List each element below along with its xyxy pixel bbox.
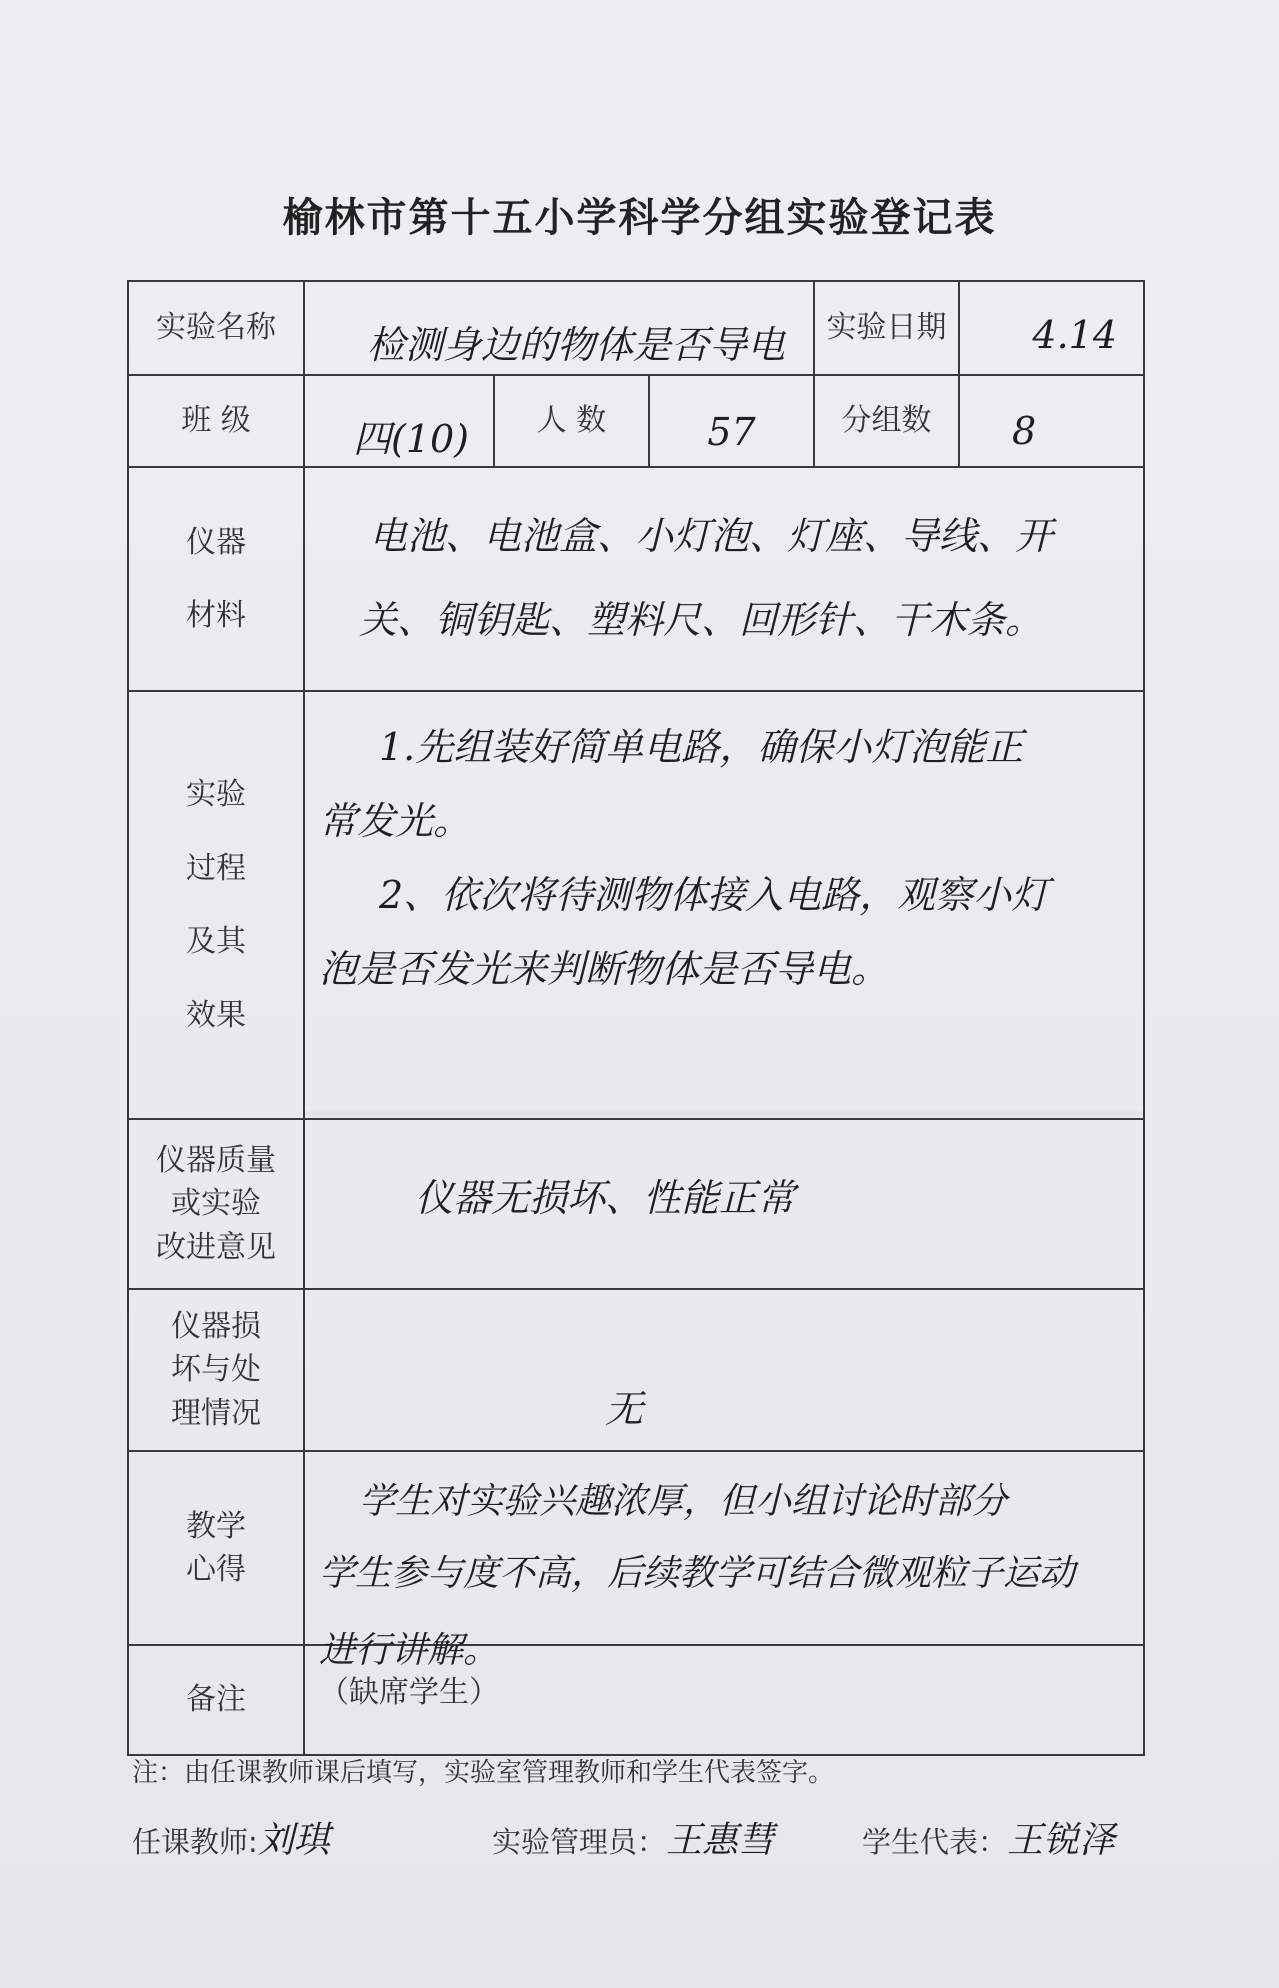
admin-label: 实验管理员：	[492, 1825, 667, 1859]
table-row-process	[128, 691, 1144, 1119]
materials-label	[128, 467, 304, 691]
reflection-line: 学生参与度不高，后续教学可结合微观粒子运动	[319, 1553, 1076, 1594]
group-count-label: 分组数	[814, 375, 959, 467]
registration-table	[127, 280, 1145, 1756]
experiment-date-value: 4.14	[959, 281, 1144, 375]
materials-line: 电池、电池盒、小灯泡、灯座、导线、开	[369, 514, 1054, 559]
materials-label-line: 仪器	[186, 524, 246, 560]
student-rep-signature-value: 王锐泽	[1007, 1820, 1116, 1861]
table-row-name	[128, 281, 1144, 375]
process-label-line: 实验	[186, 777, 246, 812]
student-rep-label: 学生代表：	[862, 1825, 1008, 1859]
group-count-value: 8	[959, 375, 1144, 467]
damage-label-line: 坏与处	[171, 1352, 261, 1388]
quality-label	[128, 1119, 304, 1289]
process-label	[128, 691, 304, 1119]
table-row-class	[128, 375, 1144, 467]
materials-value	[304, 467, 1144, 691]
reflection-label-line: 心得	[186, 1552, 246, 1587]
experiment-name-value: 检测身边的物体是否导电	[304, 281, 814, 375]
table-row-remarks	[128, 1645, 1144, 1755]
table-row-materials	[128, 467, 1144, 691]
damage-label-line: 理情况	[171, 1395, 261, 1431]
quality-label-line: 仪器质量	[156, 1142, 276, 1178]
student-count-value: 57	[649, 375, 814, 467]
damage-value: 无	[304, 1289, 1144, 1451]
admin-signature-value: 王惠彗	[666, 1820, 775, 1861]
reflection-value	[304, 1451, 1144, 1645]
reflection-line: 学生对实验兴趣浓厚，但小组讨论时部分	[359, 1481, 1008, 1522]
damage-label	[128, 1289, 304, 1451]
class-value: 四(10)	[304, 375, 494, 467]
quality-label-line: 或实验	[171, 1186, 261, 1222]
process-label-line: 过程	[186, 850, 246, 886]
class-label: 班 级	[128, 375, 304, 467]
teacher-signature-value: 刘琪	[257, 1820, 330, 1861]
experiment-name-label: 实验名称	[128, 281, 304, 375]
reflection-line: 进行讲解。	[319, 1630, 500, 1671]
student-rep-signature	[862, 1812, 1115, 1863]
remarks-label: 备注	[128, 1645, 304, 1755]
quality-label-line: 改进意见	[156, 1229, 276, 1265]
absent-students-value: （缺席学生）	[319, 1675, 499, 1710]
remarks-value	[304, 1630, 1144, 1755]
experiment-date-label: 实验日期	[814, 281, 959, 375]
process-label-line: 效果	[186, 997, 246, 1033]
table-row-quality	[128, 1119, 1144, 1289]
process-line: 1.先组装好简单电路，确保小灯泡能正	[379, 725, 1024, 769]
student-count-label: 人 数	[494, 375, 649, 467]
process-value	[304, 691, 1144, 1119]
table-row-damage	[128, 1289, 1144, 1451]
materials-line: 关、铜钥匙、塑料尺、回形针、干木条。	[359, 598, 1044, 642]
damage-label-line: 仪器损	[171, 1308, 261, 1344]
footer-note: 注：由任课教师课后填写，实验室管理教师和学生代表签字。	[132, 1758, 835, 1788]
table-row-reflection	[128, 1451, 1144, 1645]
teacher-label: 任课教师:	[132, 1825, 258, 1859]
reflection-label	[128, 1451, 304, 1645]
signature-row	[132, 1800, 1142, 1870]
teacher-signature	[132, 1812, 330, 1863]
process-line: 2、依次将待测物体接入电路，观察小灯	[379, 873, 1050, 918]
process-line: 常发光。	[319, 799, 472, 844]
form-title: 榆林市第十五小学科学分组实验登记表	[282, 195, 997, 241]
materials-label-line: 材料	[186, 598, 246, 633]
admin-signature	[492, 1812, 774, 1863]
process-line: 泡是否发光来判断物体是否导电。	[319, 947, 890, 992]
reflection-label-line: 教学	[186, 1508, 246, 1544]
process-label-line: 及其	[186, 924, 246, 959]
quality-value: 仪器无损坏、性能正常	[304, 1119, 1144, 1289]
